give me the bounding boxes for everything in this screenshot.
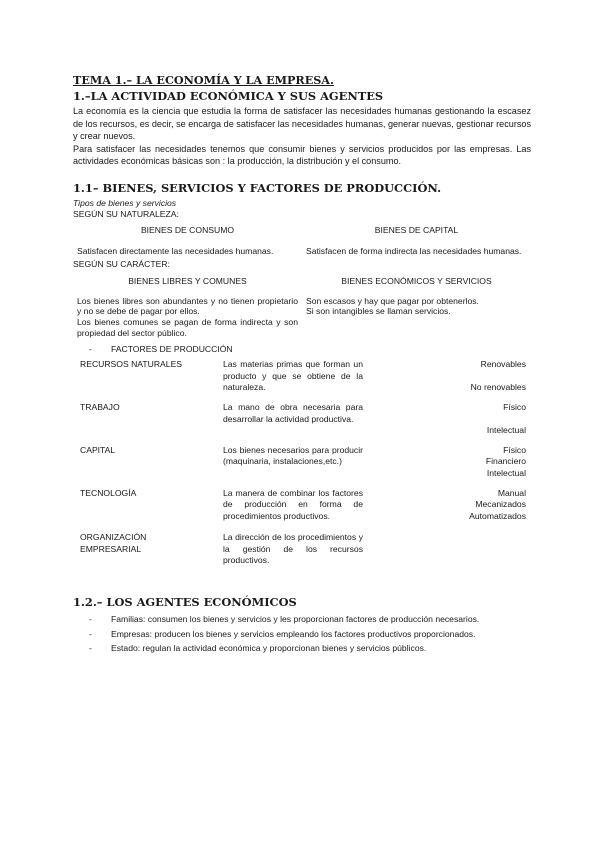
factor-kind: Físico (503, 444, 526, 455)
naturaleza-col-consumo: BIENES DE CONSUMO (140, 224, 235, 235)
caracter-col-economicos: BIENES ECONÓMICOS Y SERVICIOS (341, 275, 492, 286)
factor-kind: Automatizados (469, 510, 526, 521)
factor-kinds (363, 402, 531, 437)
caracter-desc-libres-1: Los bienes libres son abundantes y no tienen propietario y no se debe de pagar por ellos. (77, 295, 298, 317)
caracter-col-libres: BIENES LIBRES Y COMUNES (128, 275, 247, 286)
factor-kind: Intelectual (486, 425, 526, 436)
factor-name: TECNOLOGÍA (80, 487, 137, 498)
agent-estado: Estado: regulan la actividad económica y proporcionan bienes y servicios públicos. (111, 643, 427, 654)
naturaleza-table (73, 225, 531, 235)
factor-row (73, 402, 531, 437)
factores-dash: - (89, 344, 92, 355)
agents-list (73, 613, 531, 655)
factor-kind: Físico (503, 401, 526, 412)
factor-kind: No renovables (470, 382, 526, 393)
factor-row (73, 488, 531, 523)
list-dash: - (89, 614, 92, 625)
factores-label: FACTORES DE PRODUCCIÓN (111, 344, 233, 355)
list-dash: - (89, 643, 92, 654)
caracter-desc-economicos (302, 296, 531, 338)
factor-kinds (363, 359, 531, 394)
factor-kind: Manual (497, 487, 526, 498)
caracter-label: SEGÚN SU CARÁCTER: (73, 259, 170, 270)
caracter-desc-row (73, 296, 531, 338)
section12-title: 1.2.– LOS AGENTES ECONÓMICOS (73, 595, 297, 610)
factor-kind: Mecanizados (475, 499, 526, 510)
caracter-desc-libres-2: Los bienes comunes se pagan de forma indirecta y son propiedad del sector público. (77, 316, 298, 338)
section11-title: 1.1– BIENES, SERVICIOS Y FACTORES DE PRODUCCIÓN. (73, 180, 442, 195)
factor-kind (363, 414, 526, 426)
caracter-desc-economicos-1: Son escasos y hay que pagar por obtenerlos. (306, 295, 479, 306)
types-label: Tipos de bienes y servicios (73, 197, 177, 208)
section1-paragraph-1: La economía es la ciencia que estudia la forma de satisfacer las necesidades humanas gestionando la escasez de los recursos, es decir, se encarga de satisfacer las necesidades humanas, generar nuevas, gestionar recursos y crear nuevos. (73, 106, 531, 142)
naturaleza-label: SEGÚN SU NATURALEZA: (73, 209, 179, 220)
factor-name: RECURSOS NATURALES (80, 359, 183, 370)
factor-kind: Intelectual (486, 467, 526, 478)
factor-desc: La dirección de los procedimientos y la gestión de los recursos productivos. (223, 532, 363, 566)
factores-heading (73, 343, 531, 355)
document-page (73, 70, 531, 657)
factor-kinds (363, 488, 531, 523)
caracter-desc-libres (73, 296, 302, 338)
factores-table (73, 359, 531, 567)
factor-row (73, 532, 531, 567)
factor-desc: La manera de combinar los factores de producción en forma de procedimientos productivos. (223, 487, 363, 521)
list-item (73, 613, 531, 626)
section1-title: 1.–LA ACTIVIDAD ECONÓMICA Y SUS AGENTES (73, 89, 384, 103)
factor-kinds (363, 532, 531, 567)
factor-kind: Renovables (480, 359, 526, 370)
factor-desc: La mano de obra necesaria para desarrollar la actividad productiva. (223, 401, 363, 424)
factor-kind: Financiero (485, 456, 526, 467)
naturaleza-desc-row (73, 246, 531, 257)
factor-kinds (363, 445, 531, 480)
caracter-desc-economicos-2: Si son intangibles se llaman servicios. (306, 306, 451, 317)
tema-title: TEMA 1.– LA ECONOMÍA Y LA EMPRESA. (73, 73, 334, 87)
caracter-table (73, 276, 531, 286)
list-item (73, 628, 531, 641)
factor-desc: Las materias primas que forman un producto y que se obtiene de la naturaleza. (223, 359, 363, 393)
factor-name: CAPITAL (80, 444, 116, 455)
agent-empresas: Empresas: producen los bienes y servicios empleando los factores productivos proporcionados. (111, 628, 476, 639)
naturaleza-desc-capital: Satisfacen de forma indirecta las necesidades humanas. (306, 245, 522, 256)
list-item (73, 642, 531, 655)
naturaleza-col-capital: BIENES DE CAPITAL (374, 224, 459, 235)
factor-name: ORGANIZACIÓN EMPRESARIAL (80, 532, 147, 554)
naturaleza-desc-consumo: Satisfacen directamente las necesidades humanas. (77, 245, 274, 256)
factor-kind (363, 371, 526, 383)
section1-paragraph-2: Para satisfacer las necesidades tenemos que consumir bienes y servicios producidos por las empresas. Las actividades económicas básicas son : la producción, la distribución y el consumo. (73, 143, 531, 167)
factor-row (73, 359, 531, 394)
factor-desc: Los bienes necesarios para producir (maquinaria, instalaciones,etc.) (223, 444, 363, 467)
list-dash: - (89, 628, 92, 639)
factor-name: TRABAJO (80, 401, 120, 412)
agent-familias: Familias: consumen los bienes y servicios y les proporcionan factores de producción necesarios. (111, 614, 480, 625)
factor-row (73, 445, 531, 480)
